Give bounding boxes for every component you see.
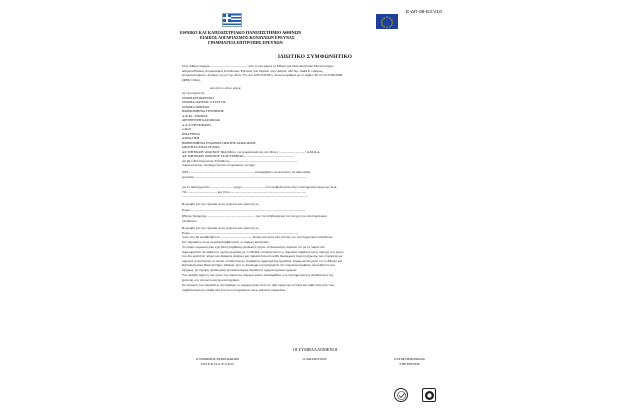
intro-line: Στην Αθήνα σήμερα ............................................ από το ένα μέρος το Εθνικό και Καποδιστριακό Πανεπιστήμιο [182,64,334,68]
form-field-row: ΔΙΕΥΘΥΝΣΗ ΚΑΤΟΙΚΙΑΣ [182,118,221,122]
body-line: Ο/Η ............................................................................. αναλαμβάνει να εκτελέσει τις ακόλουθες [182,170,311,174]
body-line: παροχές ή απαιτήσεις οι οποίες συνδέονται με συμβάσεις εξαρτημένης εργασίας. Συμφωνείται ρητά ότι το Εθνικό και [182,258,343,263]
svg-text:★: ★ [388,16,392,20]
svg-text:★: ★ [390,23,393,27]
body-line: Η αμοιβή για την εργασία αυτή ορίζεται και/ αφιεστή σε [182,226,259,230]
body-line: (Θηγός Χρημ/σης ........................................................ ) με την επίβλεψη και τον έλεγχο του επιστημονικού [182,214,327,218]
body-line: Η αμοιβή για την εργασία αυτή ορίζεται και/ αφιεστή σε [182,202,259,206]
party-intro: α) ο (ονοματεπ): [182,91,205,95]
body-line: υπευθύνου. [182,218,198,223]
form-field-row: ΟΝΟΜΑΤΕΠΩΝΥΜΟ [182,95,214,100]
form-field-row: ΑΡ. ΜΗΤΡΩΟΥ ΑΣΦ/ΝΟΥ ΙΚΑ (Μόνο για ασφαλισμένους στο ΙΚΑ ) : ............................ / Α.Μ.Κ.Α. [182,149,321,154]
quality-certification-logo-icon [422,388,436,402]
eu-flag-icon [376,14,398,29]
body-line: δημιουργείται οποιαδήποτε σχέση εργασίας με το ΕΚΠΑ, αποδέχεται ότι η παρούσα σύμβαση και η παροχή του έργου [182,249,344,254]
svg-text:★: ★ [382,16,386,20]
document-page [170,8,460,413]
body-line: Στο παρακάτω ποσό συμπεριλαμβάνονται οι νόμιμες κρατήσεις. [182,240,270,244]
document-reference-code: Ε-ΔΠ-06-Ε3.V10 [406,10,442,15]
svg-text:★: ★ [388,25,392,29]
form-field-row: ΗΜΕΡΟΜΗΝΙΑ ΓΕΝΝΗΣΗΣ [182,109,224,113]
body-line: εργασίες .................................................................................................................................... [182,174,307,179]
svg-text:★: ★ [381,23,384,27]
intro-line: (ΦΕΚ 156Α), [182,77,201,82]
svg-text:★: ★ [381,18,384,22]
body-line: Το παρόν συμφωνητικό έχει θέση σύμβασης μίσθωσης έργου. Ο Δικαιούχος δηλώνει ότι με το παρόν δεν [182,245,325,249]
form-field-row: ΑΡ. ΜΗΤΡΩΟΥ ΑΣΦ/ΝΟΥ ΤΣΑΥ/ΤΣΜΕΔΕ/.......................................................... [182,154,294,158]
svg-text:★: ★ [380,21,383,25]
other-party-line: και από το άλλο μέρος [210,86,241,90]
intro-line: εκπροσωπούμενο, δυνάμει της υπ' αρ. Κοιν. Υπ. Απ. 679/22.8.96 η οποία κυρώθηκε με το άρθρο 36 του Ν.3794/2009 [182,73,343,77]
form-field-row: ΟΝΟΜΑ ΠΑΤΡΟΣ/ ΣΥΖΥΓΟΥ [182,100,226,104]
university-name: ΕΘΝΙΚΟ ΚΑΙ ΚΑΠΟΔΙΣΤΡΙΑΚΟ ΠΑΝΕΠΙΣΤΗΜΙΟ ΑΘΗΝΩΝ [180,30,302,35]
beneficiary-label: Ο ΔΙΚΑΙΟΥΧΟΣ [302,357,327,361]
iso-certification-logo-icon [394,388,408,402]
body-line: του δεν καλύπτει πάγιες και διαρκείς ανάγκες και παραιτείται από κάθε δικαίωμα ή έγερση αξίωσης που στρέφεται με [182,254,343,258]
form-field-row: e-mail [182,127,191,131]
body-line: έρευνας, ο/η οποίος/α και προσυπογράφει. [182,277,240,282]
svg-text:★: ★ [382,25,386,29]
svg-text:★: ★ [385,26,389,29]
form-field-row: Α.Φ.Μ. / ΕΦΟΡΙΑ [182,113,208,118]
body-line: Ευρώ ............................................................................................................................... [182,230,299,235]
intro-line: Αθηνών/Ειδικός Λογαριασμός Κονδυλίων Έρευνας που εδρεύει στην Αθήνα, οδό Χρ. Λαδά 6, νομίμως [182,68,323,73]
svg-text:★: ★ [385,16,389,19]
scientific-supervisor-label: Ο ΕΠΙΣΤΗΜΟΝΙΚΟΣ [393,357,426,361]
secretariat-name: ΓΡΑΜΜΑΤΕΙΑ ΕΠΙΤΡΟΠΗΣ ΕΡΕΥΝΩΝ [208,40,283,45]
greek-flag-icon [222,13,242,27]
form-field-row: ΙΔΙΟΤΗΤΑ-ΕΠΑΓΓΕΛΜΑ [182,145,220,149]
research-account-name: ΕΙΔΙΚΟΣ ΛΟΓΑΡΙΑΣΜΟΣ ΚΟΝΔΥΛΙΩΝ ΕΡΕΥΝΑΣ [200,35,295,40]
form-field-row: και β) ο Επιστημονικός Υπεύθυνος .............................................................................. [182,158,297,163]
form-field-row: συμφωνούνται, αποδέχονται και υπογράφουν τα εξής: [182,163,256,167]
body-line: Καποδιστριακό Πανεπιστήμιο Αθηνών έχει το δικαίωμα να καταγγείλει την παρούσα σύμβαση οποτεδήποτε και [182,263,335,267]
signatories-heading: ΟΙ ΣΥΜΒΑΛΛΟΜΕΝΟΙ [292,347,338,352]
form-field-row: ΙΘΑΓΕΝΕΙΑ [182,131,200,136]
body-line: Την ακριβή τήρηση των όρων του παρόντος συμφωνητικού αναλαμβάνει ο/η επιστημονικός/ή υπεύθυνος/η της [182,273,334,277]
scientific-supervisor-title-label: ΥΠΕΥΘΥΝΟΣ [399,361,420,366]
form-field-row: ΑΣΦΑΛΙΣΗ [182,136,200,140]
svg-text:★: ★ [391,21,394,25]
body-line: .................................................................................................................................................... [182,194,308,198]
document-title: ΙΔΙΩΤΙΚΟ ΣΥΜΦΩΝΗΤΙΚΟ [277,54,353,60]
svg-text:★: ★ [390,18,393,22]
body-line: για το διάστημα από ........................... μέχρι .......................... που προβλέπονται στην επιστημονικό έργου με Κ.Α. [182,185,338,189]
body-line: 70/.................................... και τίτλο ......................................................................................... [182,189,307,194]
legal-representative-label: Ο ΝΟΜΙΜΟΣ ΕΚΠΡΟΣΩΠΟΣ [195,357,240,361]
body-line: ποσό που θα καταβληθεί σε ..................................... δόσεις και μετά από εντολή του επιστημονικού υπευθύνου. [182,235,334,239]
form-field-row: ΟΝΟΜΑ ΜΗΤΡΟΣ [182,104,210,109]
form-field-row: ΗΜΕΡΟΜΗΝΙΑ ΕΝΑΡΞΗΣ ΠΡΩΤΗΣ ΑΣΦΑΛΙΣΗΣ [182,140,256,145]
body-line: Σε πίστωση των παραπάνω συντάχθηκε το συμφωνητικό αυτό σε τρία όμοια πρωτότυπα και κάθε ένας από τους [182,283,335,287]
body-line: συμβαλλόμενους έλαβε από ένα που υπογράφεται όπως φαίνεται παρακάτω. [182,287,287,292]
legal-representative-org-label: ΤΟΥ Ε.Κ.Π.Α./Ε.Λ.Κ.Ε. [200,361,235,366]
body-line: αζημίως, με τήρηση προθεσμίας προειδοποίησης δεκαπέντε ημερολογιακών ημερών [182,267,297,272]
body-line: Ευρώ ........................................................................................................................................ [182,207,306,212]
form-field-row: Α.Δ.Τ./ΤΗΛΕΦΩΝΟ [182,122,211,127]
